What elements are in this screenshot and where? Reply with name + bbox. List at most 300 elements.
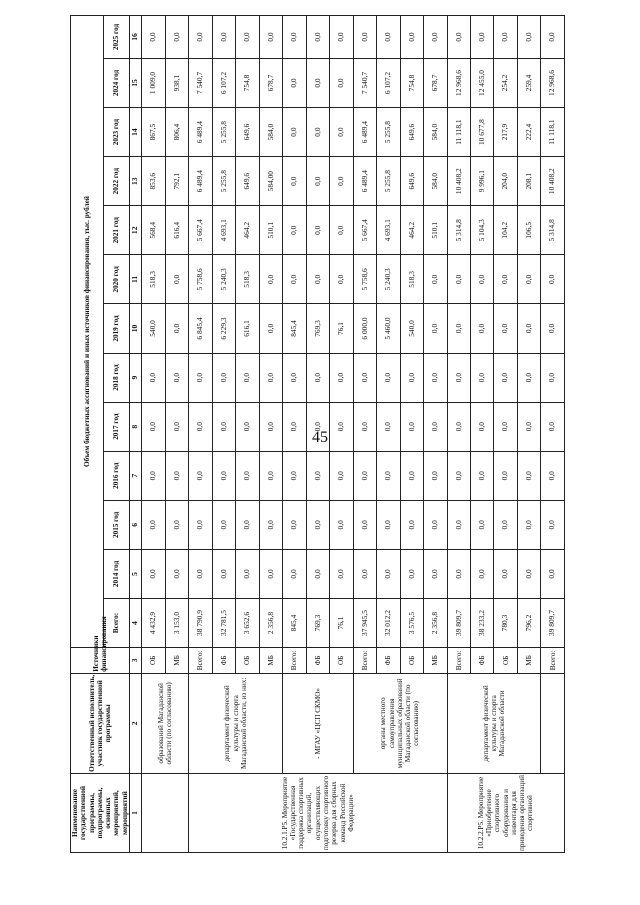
row-year-cell: 0,0 [259, 16, 282, 59]
row-executor-cell [541, 673, 565, 773]
row-total-cell: 32 781,5 [212, 598, 235, 647]
row-year-cell: 0,0 [259, 549, 282, 598]
header-year: 2017 год [103, 402, 129, 451]
row-year-cell: 0,0 [541, 255, 565, 304]
row-year-cell: 1 009,0 [142, 58, 165, 107]
row-year-cell: 0,0 [142, 451, 165, 500]
table-row [541, 16, 565, 853]
row-year-cell: 510,1 [424, 206, 447, 255]
row-year-cell: 0,0 [283, 500, 306, 549]
row-year-cell: 0,0 [424, 549, 447, 598]
row-year-cell: 0,0 [330, 353, 353, 402]
row-total-cell: 845,4 [283, 598, 306, 647]
row-year-cell: 7 540,7 [189, 58, 212, 107]
row-year-cell: 5 240,3 [377, 255, 400, 304]
row-year-cell: 5 314,8 [541, 206, 565, 255]
column-number: 5 [129, 549, 141, 598]
row-year-cell: 10 408,2 [447, 157, 470, 206]
row-year-cell: 769,3 [306, 304, 329, 353]
header-year: 2023 год [103, 108, 129, 157]
row-year-cell: 0,0 [517, 451, 540, 500]
row-total-cell: 39 809,7 [447, 598, 470, 647]
row-year-cell: 0,0 [400, 451, 423, 500]
row-year-cell: 12 968,6 [447, 58, 470, 107]
row-year-cell: 12 455,0 [471, 58, 494, 107]
row-year-cell: 5 240,3 [212, 255, 235, 304]
row-year-cell: 0,0 [330, 402, 353, 451]
row-year-cell: 7 540,7 [353, 58, 376, 107]
row-year-cell: 518,3 [400, 255, 423, 304]
row-year-cell: 0,0 [165, 451, 188, 500]
row-year-cell: 678,7 [259, 58, 282, 107]
row-year-cell: 0,0 [165, 304, 188, 353]
row-source-cell: ОБ [400, 648, 423, 674]
page-number: 45 [312, 429, 328, 446]
row-year-cell: 0,0 [283, 108, 306, 157]
table-row [142, 16, 165, 853]
row-year-cell: 518,3 [236, 255, 259, 304]
row-year-cell: 0,0 [517, 500, 540, 549]
row-year-cell: 0,0 [400, 16, 423, 59]
row-year-cell: 0,0 [447, 353, 470, 402]
row-name-cell: 10.2.2.P5. Мероприятие «Приобретение спортивного оборудования и инвентаря для приведения организаций спортивной [447, 774, 564, 853]
row-year-cell: 0,0 [189, 402, 212, 451]
row-executor-cell: образований Магаданской области (по согласованию) [142, 673, 189, 773]
row-year-cell: 9 996,1 [471, 157, 494, 206]
row-total-cell: 3 153,0 [165, 598, 188, 647]
column-number: 3 [129, 648, 141, 674]
header-year: 2024 год [103, 58, 129, 107]
row-name-cell: 10.2.1.P5. Мероприятие «Государственная поддержка спортивных организаций, осуществляющих подготовку спортивного резерва для сборных команд Российской Федерации» [189, 774, 447, 853]
financing-table-sheet [70, 15, 560, 853]
row-year-cell: 0,0 [494, 451, 517, 500]
row-source-cell: ФБ [471, 648, 494, 674]
row-source-cell: Всего: [283, 648, 306, 674]
row-source-cell: ОБ [236, 648, 259, 674]
row-year-cell: 6 845,4 [189, 304, 212, 353]
row-year-cell: 0,0 [283, 255, 306, 304]
row-year-cell: 0,0 [471, 549, 494, 598]
row-year-cell: 0,0 [283, 402, 306, 451]
column-number: 16 [129, 16, 141, 59]
row-year-cell: 0,0 [165, 402, 188, 451]
row-total-cell: 32 012,2 [377, 598, 400, 647]
row-year-cell: 0,0 [165, 255, 188, 304]
row-year-cell: 0,0 [377, 451, 400, 500]
row-year-cell: 938,1 [165, 58, 188, 107]
row-year-cell: 0,0 [306, 402, 329, 451]
header-name: Наименование государственной программы, подпрограммы, основных мероприятий, мероприятий [71, 774, 130, 853]
table-row [189, 16, 212, 853]
column-number: 4 [129, 598, 141, 647]
row-year-cell: 0,0 [259, 402, 282, 451]
row-year-cell: 0,0 [377, 16, 400, 59]
row-year-cell: 0,0 [259, 255, 282, 304]
header-year: 2015 год [103, 500, 129, 549]
row-source-cell: МБ [259, 648, 282, 674]
row-total-cell: 2 356,8 [259, 598, 282, 647]
row-executor-cell: департамент физической культуры и спорта Магаданской области [447, 673, 541, 773]
row-source-cell: Всего: [541, 648, 565, 674]
row-year-cell: 4 693,1 [377, 206, 400, 255]
row-year-cell: 6 229,3 [212, 304, 235, 353]
row-year-cell: 6 489,4 [189, 157, 212, 206]
row-year-cell: 0,0 [517, 255, 540, 304]
row-year-cell: 204,0 [494, 157, 517, 206]
row-year-cell: 106,5 [517, 206, 540, 255]
row-year-cell: 867,5 [142, 108, 165, 157]
row-year-cell: 76,1 [330, 304, 353, 353]
row-year-cell: 0,0 [494, 255, 517, 304]
row-source-cell: МБ [165, 648, 188, 674]
row-year-cell: 0,0 [447, 549, 470, 598]
row-year-cell: 0,0 [494, 304, 517, 353]
row-year-cell: 222,4 [517, 108, 540, 157]
header-year: 2021 год [103, 206, 129, 255]
row-year-cell: 853,6 [142, 157, 165, 206]
row-year-cell: 845,4 [283, 304, 306, 353]
row-year-cell: 0,0 [236, 353, 259, 402]
column-number: 1 [129, 774, 141, 853]
row-year-cell: 0,0 [189, 500, 212, 549]
header-year: 2018 год [103, 353, 129, 402]
row-year-cell: 0,0 [447, 304, 470, 353]
row-year-cell: 0,0 [236, 500, 259, 549]
row-year-cell: 5 667,4 [353, 206, 376, 255]
row-year-cell: 0,0 [330, 549, 353, 598]
column-number: 12 [129, 206, 141, 255]
row-year-cell: 0,0 [541, 353, 565, 402]
row-year-cell: 0,0 [400, 500, 423, 549]
row-year-cell: 0,0 [541, 500, 565, 549]
row-year-cell: 0,0 [377, 353, 400, 402]
row-year-cell: 5 667,4 [189, 206, 212, 255]
row-year-cell: 0,0 [142, 353, 165, 402]
table-row [447, 16, 470, 853]
row-year-cell: 0,0 [400, 402, 423, 451]
row-year-cell: 0,0 [494, 353, 517, 402]
table-row [283, 16, 306, 853]
row-year-cell: 0,0 [471, 16, 494, 59]
column-number: 7 [129, 451, 141, 500]
row-year-cell: 0,0 [142, 549, 165, 598]
row-year-cell: 649,6 [236, 108, 259, 157]
row-year-cell: 0,0 [353, 16, 376, 59]
row-year-cell: 754,8 [236, 58, 259, 107]
row-year-cell: 0,0 [517, 16, 540, 59]
row-year-cell: 0,0 [212, 500, 235, 549]
row-year-cell: 0,0 [330, 108, 353, 157]
row-year-cell: 0,0 [424, 16, 447, 59]
row-year-cell: 0,0 [236, 402, 259, 451]
row-year-cell: 0,0 [306, 108, 329, 157]
row-year-cell: 0,0 [330, 451, 353, 500]
row-year-cell: 5 104,3 [471, 206, 494, 255]
row-year-cell: 0,0 [283, 16, 306, 59]
row-year-cell: 217,9 [494, 108, 517, 157]
row-total-cell: 37 945,5 [353, 598, 376, 647]
row-year-cell: 0,0 [306, 157, 329, 206]
row-year-cell: 0,0 [283, 353, 306, 402]
column-number: 8 [129, 402, 141, 451]
row-year-cell: 0,0 [471, 353, 494, 402]
row-year-cell: 0,0 [424, 304, 447, 353]
row-year-cell: 0,0 [377, 549, 400, 598]
header-year: 2019 год [103, 304, 129, 353]
row-total-cell: 4 432,9 [142, 598, 165, 647]
row-year-cell: 0,0 [330, 157, 353, 206]
row-source-cell: ОБ [494, 648, 517, 674]
row-year-cell: 0,0 [447, 451, 470, 500]
row-year-cell: 678,7 [424, 58, 447, 107]
row-year-cell: 0,0 [494, 402, 517, 451]
row-year-cell: 0,0 [517, 402, 540, 451]
row-year-cell: 0,0 [306, 255, 329, 304]
row-year-cell: 584,00 [259, 157, 282, 206]
row-year-cell: 0,0 [447, 16, 470, 59]
row-year-cell: 0,0 [330, 206, 353, 255]
row-total-cell: 76,1 [330, 598, 353, 647]
row-year-cell: 10 408,2 [541, 157, 565, 206]
row-name-cell [142, 774, 189, 853]
row-year-cell: 6 489,4 [353, 157, 376, 206]
row-year-cell: 0,0 [541, 304, 565, 353]
row-year-cell: 0,0 [494, 500, 517, 549]
row-year-cell: 518,3 [142, 255, 165, 304]
row-year-cell: 5 255,8 [212, 108, 235, 157]
row-year-cell: 584,0 [259, 108, 282, 157]
row-year-cell: 12 968,6 [541, 58, 565, 107]
row-year-cell: 0,0 [447, 500, 470, 549]
row-source-cell: ФБ [377, 648, 400, 674]
row-year-cell: 5 460,0 [377, 304, 400, 353]
row-year-cell: 806,4 [165, 108, 188, 157]
row-year-cell: 5 758,6 [189, 255, 212, 304]
row-total-cell: 38 790,9 [189, 598, 212, 647]
row-year-cell: 0,0 [165, 549, 188, 598]
row-year-cell: 0,0 [541, 16, 565, 59]
row-year-cell: 0,0 [330, 500, 353, 549]
row-year-cell: 0,0 [306, 206, 329, 255]
row-year-cell: 0,0 [259, 451, 282, 500]
row-year-cell: 0,0 [494, 16, 517, 59]
row-total-cell: 2 356,8 [424, 598, 447, 647]
header-executor: Ответственный исполнитель, участник государственной программы [71, 673, 130, 773]
row-year-cell: 0,0 [142, 402, 165, 451]
row-year-cell: 208,1 [517, 157, 540, 206]
row-year-cell: 0,0 [189, 16, 212, 59]
row-source-cell: ФБ [212, 648, 235, 674]
row-year-cell: 0,0 [353, 353, 376, 402]
row-year-cell: 5 314,8 [447, 206, 470, 255]
row-year-cell: 0,0 [306, 549, 329, 598]
row-year-cell: 0,0 [165, 353, 188, 402]
row-year-cell: 0,0 [541, 549, 565, 598]
row-year-cell: 11 118,1 [541, 108, 565, 157]
column-number: 15 [129, 58, 141, 107]
row-year-cell: 5 758,6 [353, 255, 376, 304]
row-year-cell: 0,0 [306, 58, 329, 107]
financing-table [70, 15, 565, 853]
row-year-cell: 464,2 [400, 206, 423, 255]
header-year: 2020 год [103, 255, 129, 304]
row-year-cell: 0,0 [471, 255, 494, 304]
row-year-cell: 0,0 [142, 16, 165, 59]
row-year-cell: 0,0 [471, 402, 494, 451]
row-executor-cell: - МГАУ «ЦСП СКМО» [283, 673, 353, 773]
row-year-cell: 540,0 [142, 304, 165, 353]
column-number: 9 [129, 353, 141, 402]
row-year-cell: 0,0 [259, 304, 282, 353]
row-year-cell: 6 489,4 [189, 108, 212, 157]
column-number: 6 [129, 500, 141, 549]
row-year-cell: 792,1 [165, 157, 188, 206]
row-source-cell: Всего: [353, 648, 376, 674]
row-year-cell: 649,6 [236, 157, 259, 206]
header-year: 2016 год [103, 451, 129, 500]
row-year-cell: 0,0 [306, 353, 329, 402]
row-year-cell: 0,0 [517, 549, 540, 598]
rotated-page-area [70, 15, 560, 853]
row-source-cell: Всего: [447, 648, 470, 674]
row-year-cell: 0,0 [541, 402, 565, 451]
row-year-cell: 0,0 [353, 451, 376, 500]
row-executor-cell: департамент физической культуры и спорта Магаданской области, из них: [189, 673, 283, 773]
row-executor-cell: органы местного самоуправления муниципальных образований Магаданской области (по согласованию) [353, 673, 447, 773]
header-year: 2025 год [103, 16, 129, 59]
row-total-cell: 780,3 [494, 598, 517, 647]
row-total-cell: 769,3 [306, 598, 329, 647]
row-year-cell: 0,0 [471, 500, 494, 549]
row-year-cell: 0,0 [165, 16, 188, 59]
row-year-cell: 0,0 [236, 549, 259, 598]
row-year-cell: 0,0 [353, 549, 376, 598]
column-number: 10 [129, 304, 141, 353]
row-year-cell: 754,8 [400, 58, 423, 107]
row-year-cell: 259,4 [517, 58, 540, 107]
row-year-cell: 568,4 [142, 206, 165, 255]
row-year-cell: 0,0 [259, 500, 282, 549]
row-year-cell: 0,0 [400, 353, 423, 402]
row-total-cell: 796,2 [517, 598, 540, 647]
row-year-cell: 254,2 [494, 58, 517, 107]
row-year-cell: 616,1 [236, 304, 259, 353]
row-year-cell: 10 677,8 [471, 108, 494, 157]
row-total-cell: 3 576,5 [400, 598, 423, 647]
column-number: 14 [129, 108, 141, 157]
header-volume: Объем бюджетных ассигнований и иных источников финансирования, тыс. рублей [71, 16, 104, 648]
header-total: Всего: [103, 598, 129, 647]
row-year-cell: 0,0 [283, 549, 306, 598]
row-year-cell: 0,0 [447, 402, 470, 451]
column-number: 11 [129, 255, 141, 304]
row-year-cell: 5 255,8 [377, 157, 400, 206]
row-year-cell: 11 118,1 [447, 108, 470, 157]
row-year-cell: 0,0 [212, 451, 235, 500]
row-total-cell: 38 233,2 [471, 598, 494, 647]
row-year-cell: 0,0 [517, 353, 540, 402]
row-source-cell: ОБ [142, 648, 165, 674]
column-number: 13 [129, 157, 141, 206]
row-year-cell: 0,0 [330, 255, 353, 304]
row-year-cell: 0,0 [165, 500, 188, 549]
row-year-cell: 0,0 [471, 304, 494, 353]
row-year-cell: 0,0 [424, 353, 447, 402]
row-year-cell: 0,0 [353, 500, 376, 549]
column-number: 2 [129, 673, 141, 773]
row-year-cell: 0,0 [377, 402, 400, 451]
row-year-cell: 0,0 [494, 549, 517, 598]
row-year-cell: 464,2 [236, 206, 259, 255]
row-year-cell: 510,1 [259, 206, 282, 255]
row-source-cell: МБ [424, 648, 447, 674]
row-year-cell: 0,0 [283, 58, 306, 107]
row-source-cell: Всего: [189, 648, 212, 674]
row-year-cell: 0,0 [212, 353, 235, 402]
header-year: 2022 год [103, 157, 129, 206]
row-year-cell: 6 107,2 [212, 58, 235, 107]
row-year-cell: 584,0 [424, 108, 447, 157]
row-year-cell: 0,0 [189, 549, 212, 598]
row-year-cell: 5 255,8 [377, 108, 400, 157]
row-year-cell: 616,4 [165, 206, 188, 255]
row-year-cell: 0,0 [306, 451, 329, 500]
row-year-cell: 0,0 [306, 16, 329, 59]
row-year-cell: 0,0 [236, 451, 259, 500]
row-year-cell: 0,0 [517, 304, 540, 353]
row-total-cell: 3 652,6 [236, 598, 259, 647]
row-source-cell: ОБ [330, 648, 353, 674]
row-year-cell: 0,0 [259, 353, 282, 402]
row-year-cell: 0,0 [447, 255, 470, 304]
row-year-cell: 6 107,2 [377, 58, 400, 107]
row-year-cell: 0,0 [212, 16, 235, 59]
row-year-cell: 649,6 [400, 157, 423, 206]
row-year-cell: 0,0 [283, 451, 306, 500]
row-year-cell: 0,0 [330, 58, 353, 107]
row-year-cell: 6 489,4 [353, 108, 376, 157]
row-source-cell: ФБ [306, 648, 329, 674]
row-year-cell: 540,0 [400, 304, 423, 353]
row-year-cell: 584,0 [424, 157, 447, 206]
row-year-cell: 0,0 [330, 16, 353, 59]
table-row [353, 16, 376, 853]
row-year-cell: 104,2 [494, 206, 517, 255]
row-year-cell: 5 255,8 [212, 157, 235, 206]
row-year-cell: 0,0 [283, 206, 306, 255]
row-total-cell: 39 809,7 [541, 598, 565, 647]
row-source-cell: МБ [517, 648, 540, 674]
row-year-cell: 0,0 [353, 402, 376, 451]
row-year-cell: 0,0 [424, 451, 447, 500]
row-year-cell: 0,0 [189, 353, 212, 402]
header-year: 2014 год [103, 549, 129, 598]
row-year-cell: 0,0 [424, 255, 447, 304]
row-year-cell: 0,0 [142, 500, 165, 549]
row-year-cell: 6 000,0 [353, 304, 376, 353]
row-year-cell: 0,0 [424, 500, 447, 549]
row-year-cell: 0,0 [471, 451, 494, 500]
row-year-cell: 0,0 [400, 549, 423, 598]
row-year-cell: 4 693,1 [212, 206, 235, 255]
row-year-cell: 649,6 [400, 108, 423, 157]
row-year-cell: 0,0 [189, 451, 212, 500]
row-year-cell: 0,0 [212, 402, 235, 451]
row-year-cell: 0,0 [306, 500, 329, 549]
row-year-cell: 0,0 [424, 402, 447, 451]
column-number-row [129, 16, 141, 853]
row-year-cell: 0,0 [283, 157, 306, 206]
